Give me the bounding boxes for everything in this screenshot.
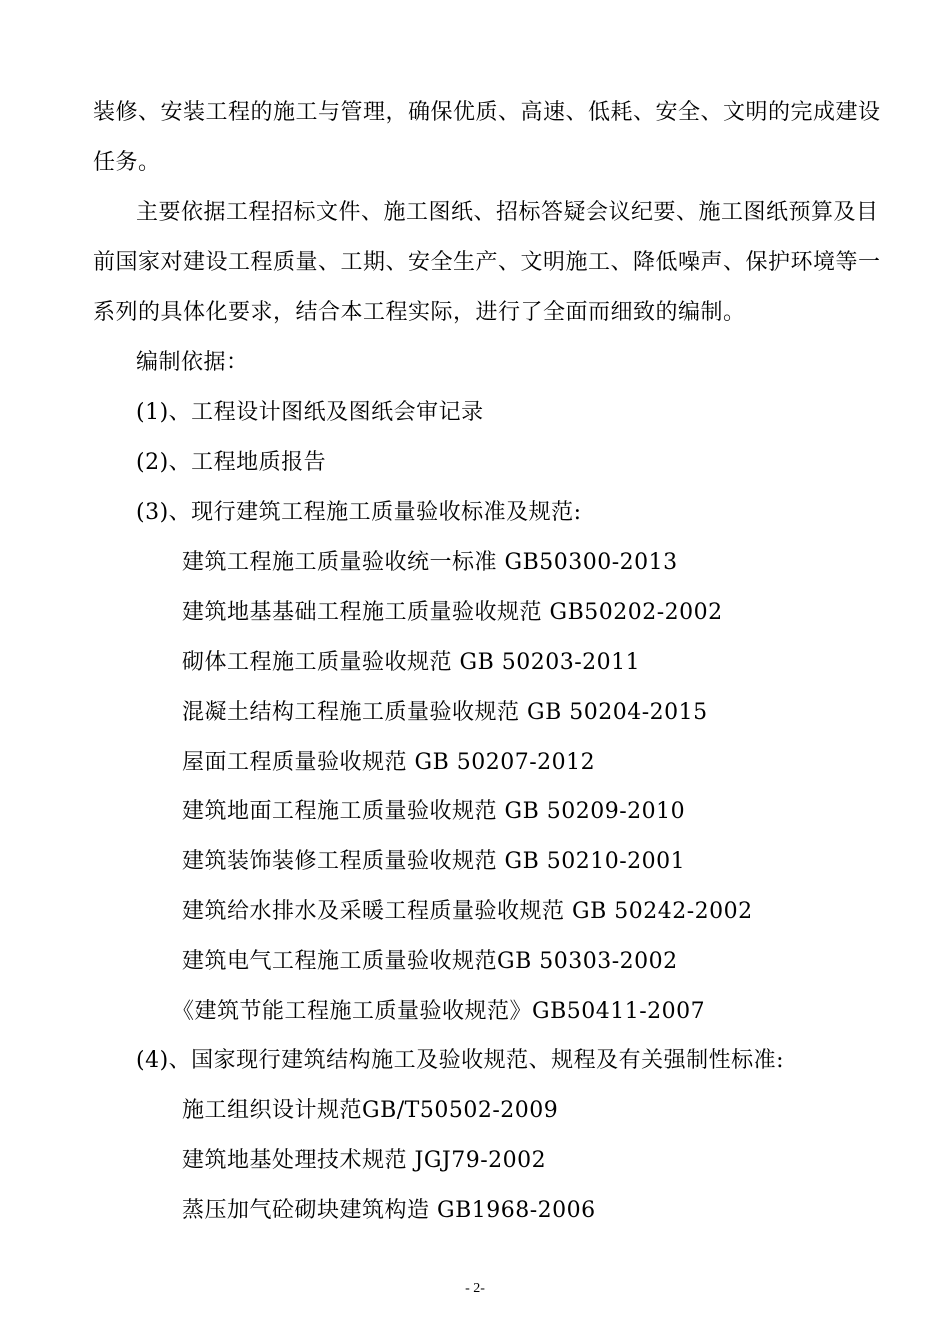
basis-item: (4)、国家现行建筑结构施工及验收规范、规程及有关强制性标准:: [136, 1048, 785, 1073]
standard-item: 建筑工程施工质量验收统一标准 GB50300-2013: [182, 550, 678, 575]
basis-item: (3)、现行建筑工程施工质量验收标准及规范:: [136, 500, 582, 525]
paragraph-line: 前国家对建设工程质量、工期、安全生产、文明施工、降低噪声、保护环境等一: [93, 250, 881, 275]
standard-item: 建筑地面工程施工质量验收规范 GB 50209-2010: [182, 799, 686, 824]
standard-item: 砌体工程施工质量验收规范 GB 50203-2011: [182, 650, 641, 675]
standard-item: 屋面工程质量验收规范 GB 50207-2012: [182, 750, 596, 775]
page-number: - 2-: [465, 1281, 485, 1296]
section-heading: 编制依据：: [136, 350, 249, 375]
paragraph-line: 系列的具体化要求，结合本工程实际，进行了全面而细致的编制。: [93, 300, 746, 325]
standard-item: 《建筑节能工程施工质量验收规范》GB50411-2007: [172, 999, 706, 1024]
basis-item: (1)、工程设计图纸及图纸会审记录: [136, 400, 484, 425]
standard-item: 建筑电气工程施工质量验收规范GB 50303-2002: [182, 949, 678, 974]
standard-item: 蒸压加气砼砌块建筑构造 GB1968-2006: [182, 1198, 596, 1223]
paragraph-line: 装修、安装工程的施工与管理，确保优质、高速、低耗、安全、文明的完成建设: [93, 100, 881, 125]
standard-item: 建筑给水排水及采暖工程质量验收规范 GB 50242-2002: [182, 899, 753, 924]
standard-item: 施工组织设计规范GB/T50502-2009: [182, 1098, 559, 1123]
paragraph-line: 任务。: [93, 150, 161, 175]
standard-item: 建筑地基基础工程施工质量验收规范 GB50202-2002: [182, 600, 723, 625]
standard-item: 建筑地基处理技术规范 JGJ79-2002: [182, 1148, 547, 1173]
basis-item: (2)、工程地质报告: [136, 450, 327, 475]
standard-item: 混凝土结构工程施工质量验收规范 GB 50204-2015: [182, 700, 708, 725]
paragraph-line: 主要依据工程招标文件、施工图纸、招标答疑会议纪要、施工图纸预算及目: [136, 200, 879, 225]
standard-item: 建筑装饰装修工程质量验收规范 GB 50210-2001: [182, 849, 686, 874]
